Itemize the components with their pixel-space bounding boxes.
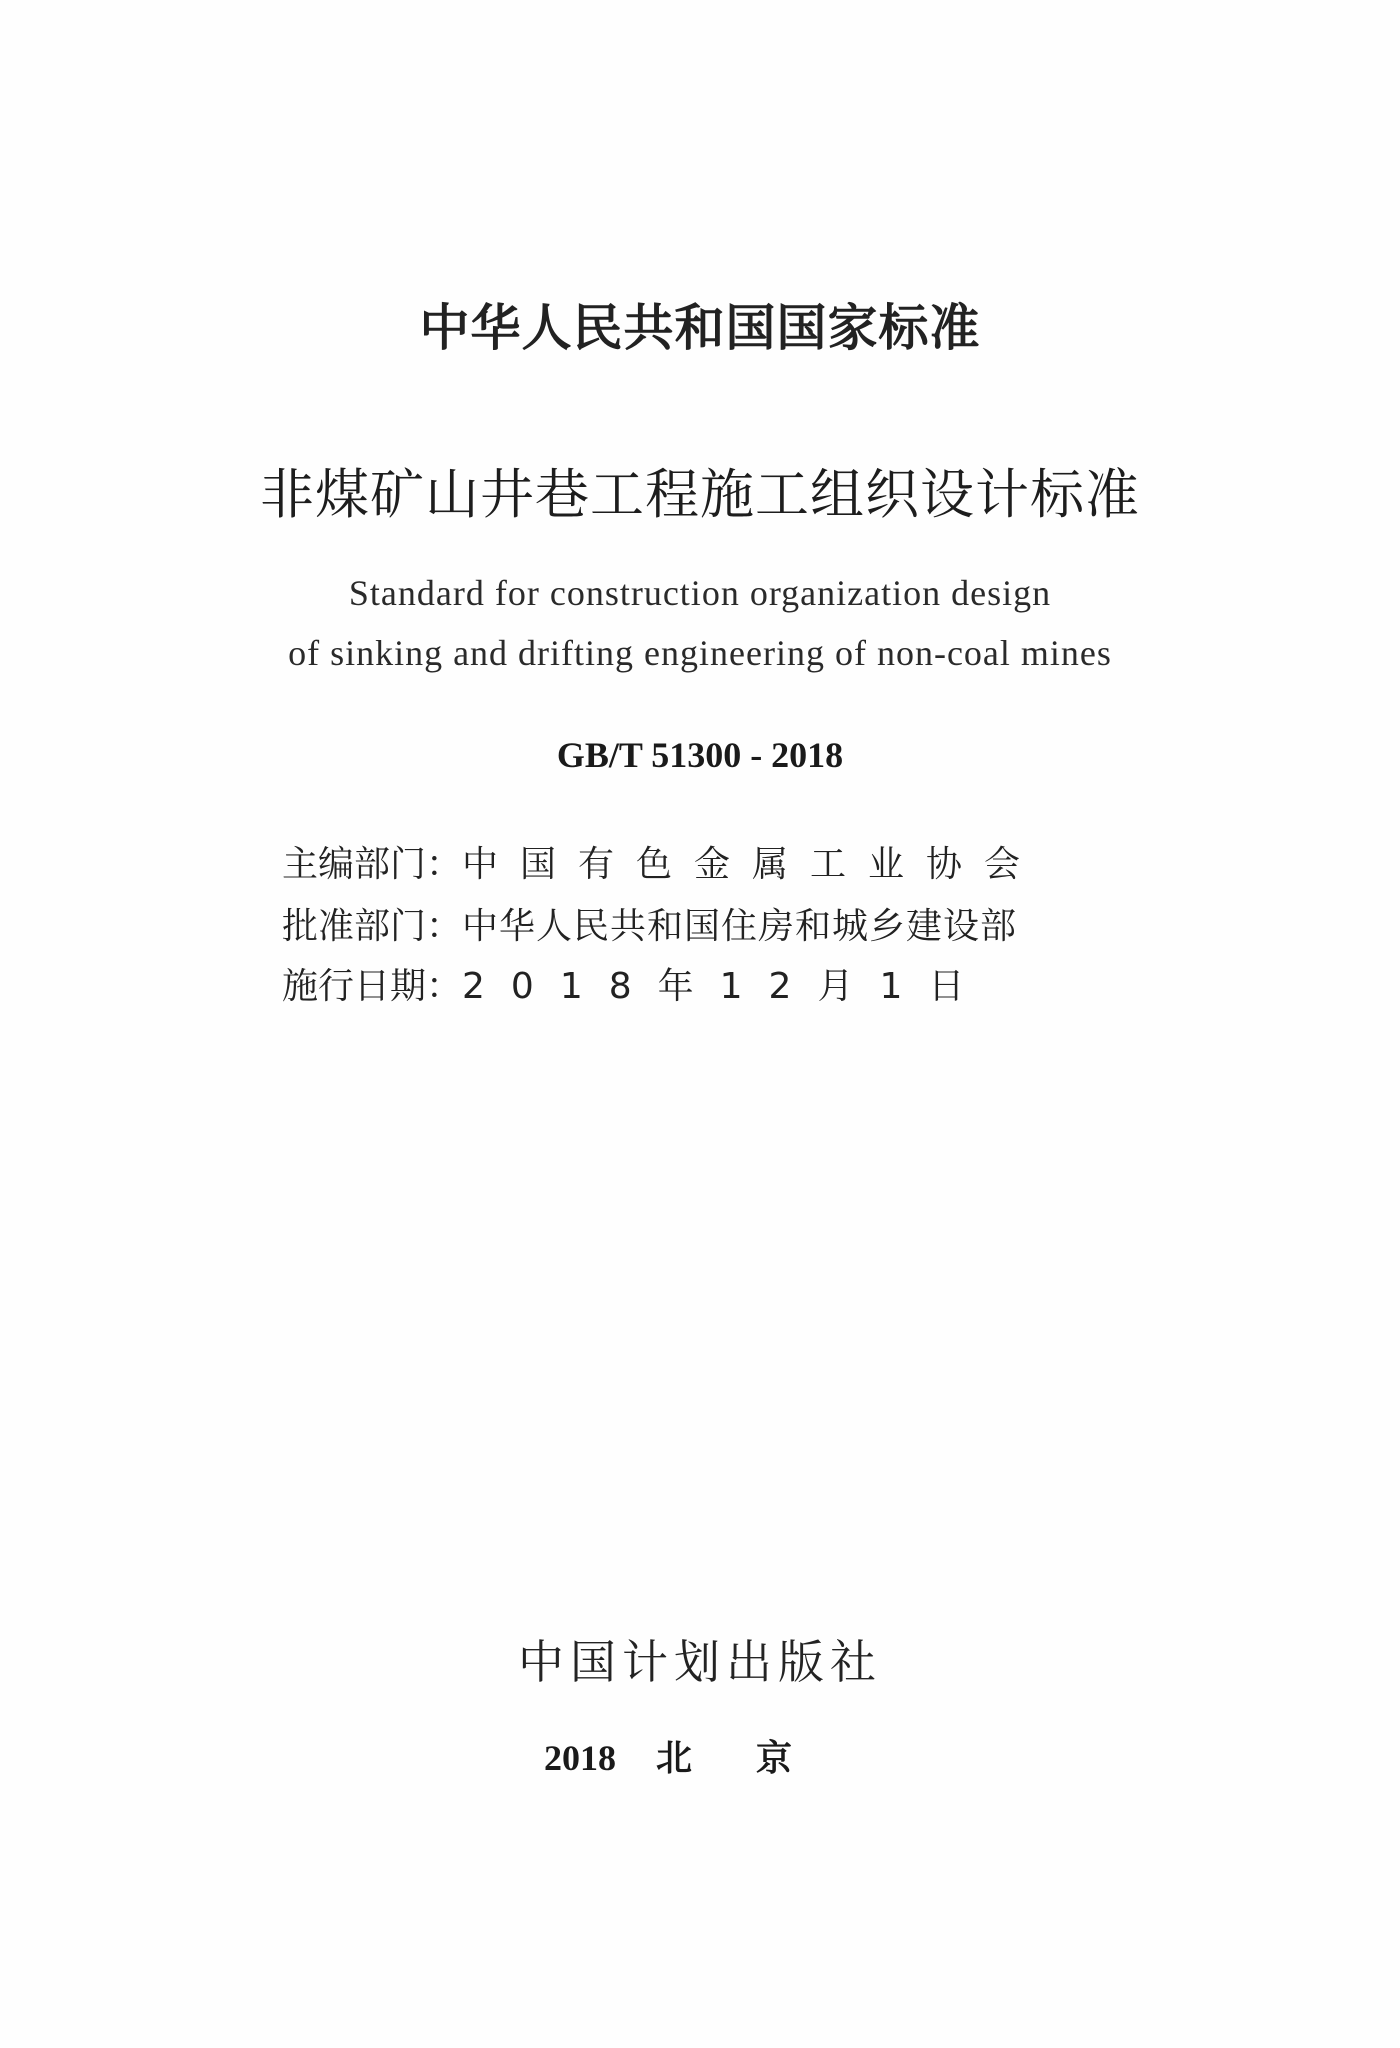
effective-date-row [282, 958, 1182, 1009]
chief-editor-row [282, 836, 1182, 887]
standard-title-chinese: 非煤矿山井巷工程施工组织设计标准 [260, 463, 1140, 526]
publisher-name: 中国计划出版社 [518, 1635, 882, 1689]
approver-label: 批准部门： [282, 906, 463, 947]
standard-title-english-line1: Standard for construction organization design [348, 573, 1052, 613]
publication-place [0, 1730, 1400, 1781]
approver-row [282, 898, 1182, 949]
approver-value: 中华人民共和国住房和城乡建设部 [462, 906, 1018, 947]
effective-date-label: 施行日期： [282, 966, 463, 1007]
chief-editor-value: 中国有色金属工业协会 [462, 844, 1043, 885]
effective-date-value: 2018年12月1日 [462, 966, 991, 1007]
publication-city: 北京 [655, 1738, 856, 1779]
national-standard-heading: 中华人民共和国国家标准 [419, 299, 981, 357]
publication-year: 2018 [543, 1738, 616, 1778]
chief-editor-label: 主编部门： [282, 844, 463, 885]
standard-title-english-line2: of sinking and drifting engineering of non-coal mines [288, 633, 1112, 673]
standard-code: GB/T 51300 - 2018 [556, 735, 844, 775]
